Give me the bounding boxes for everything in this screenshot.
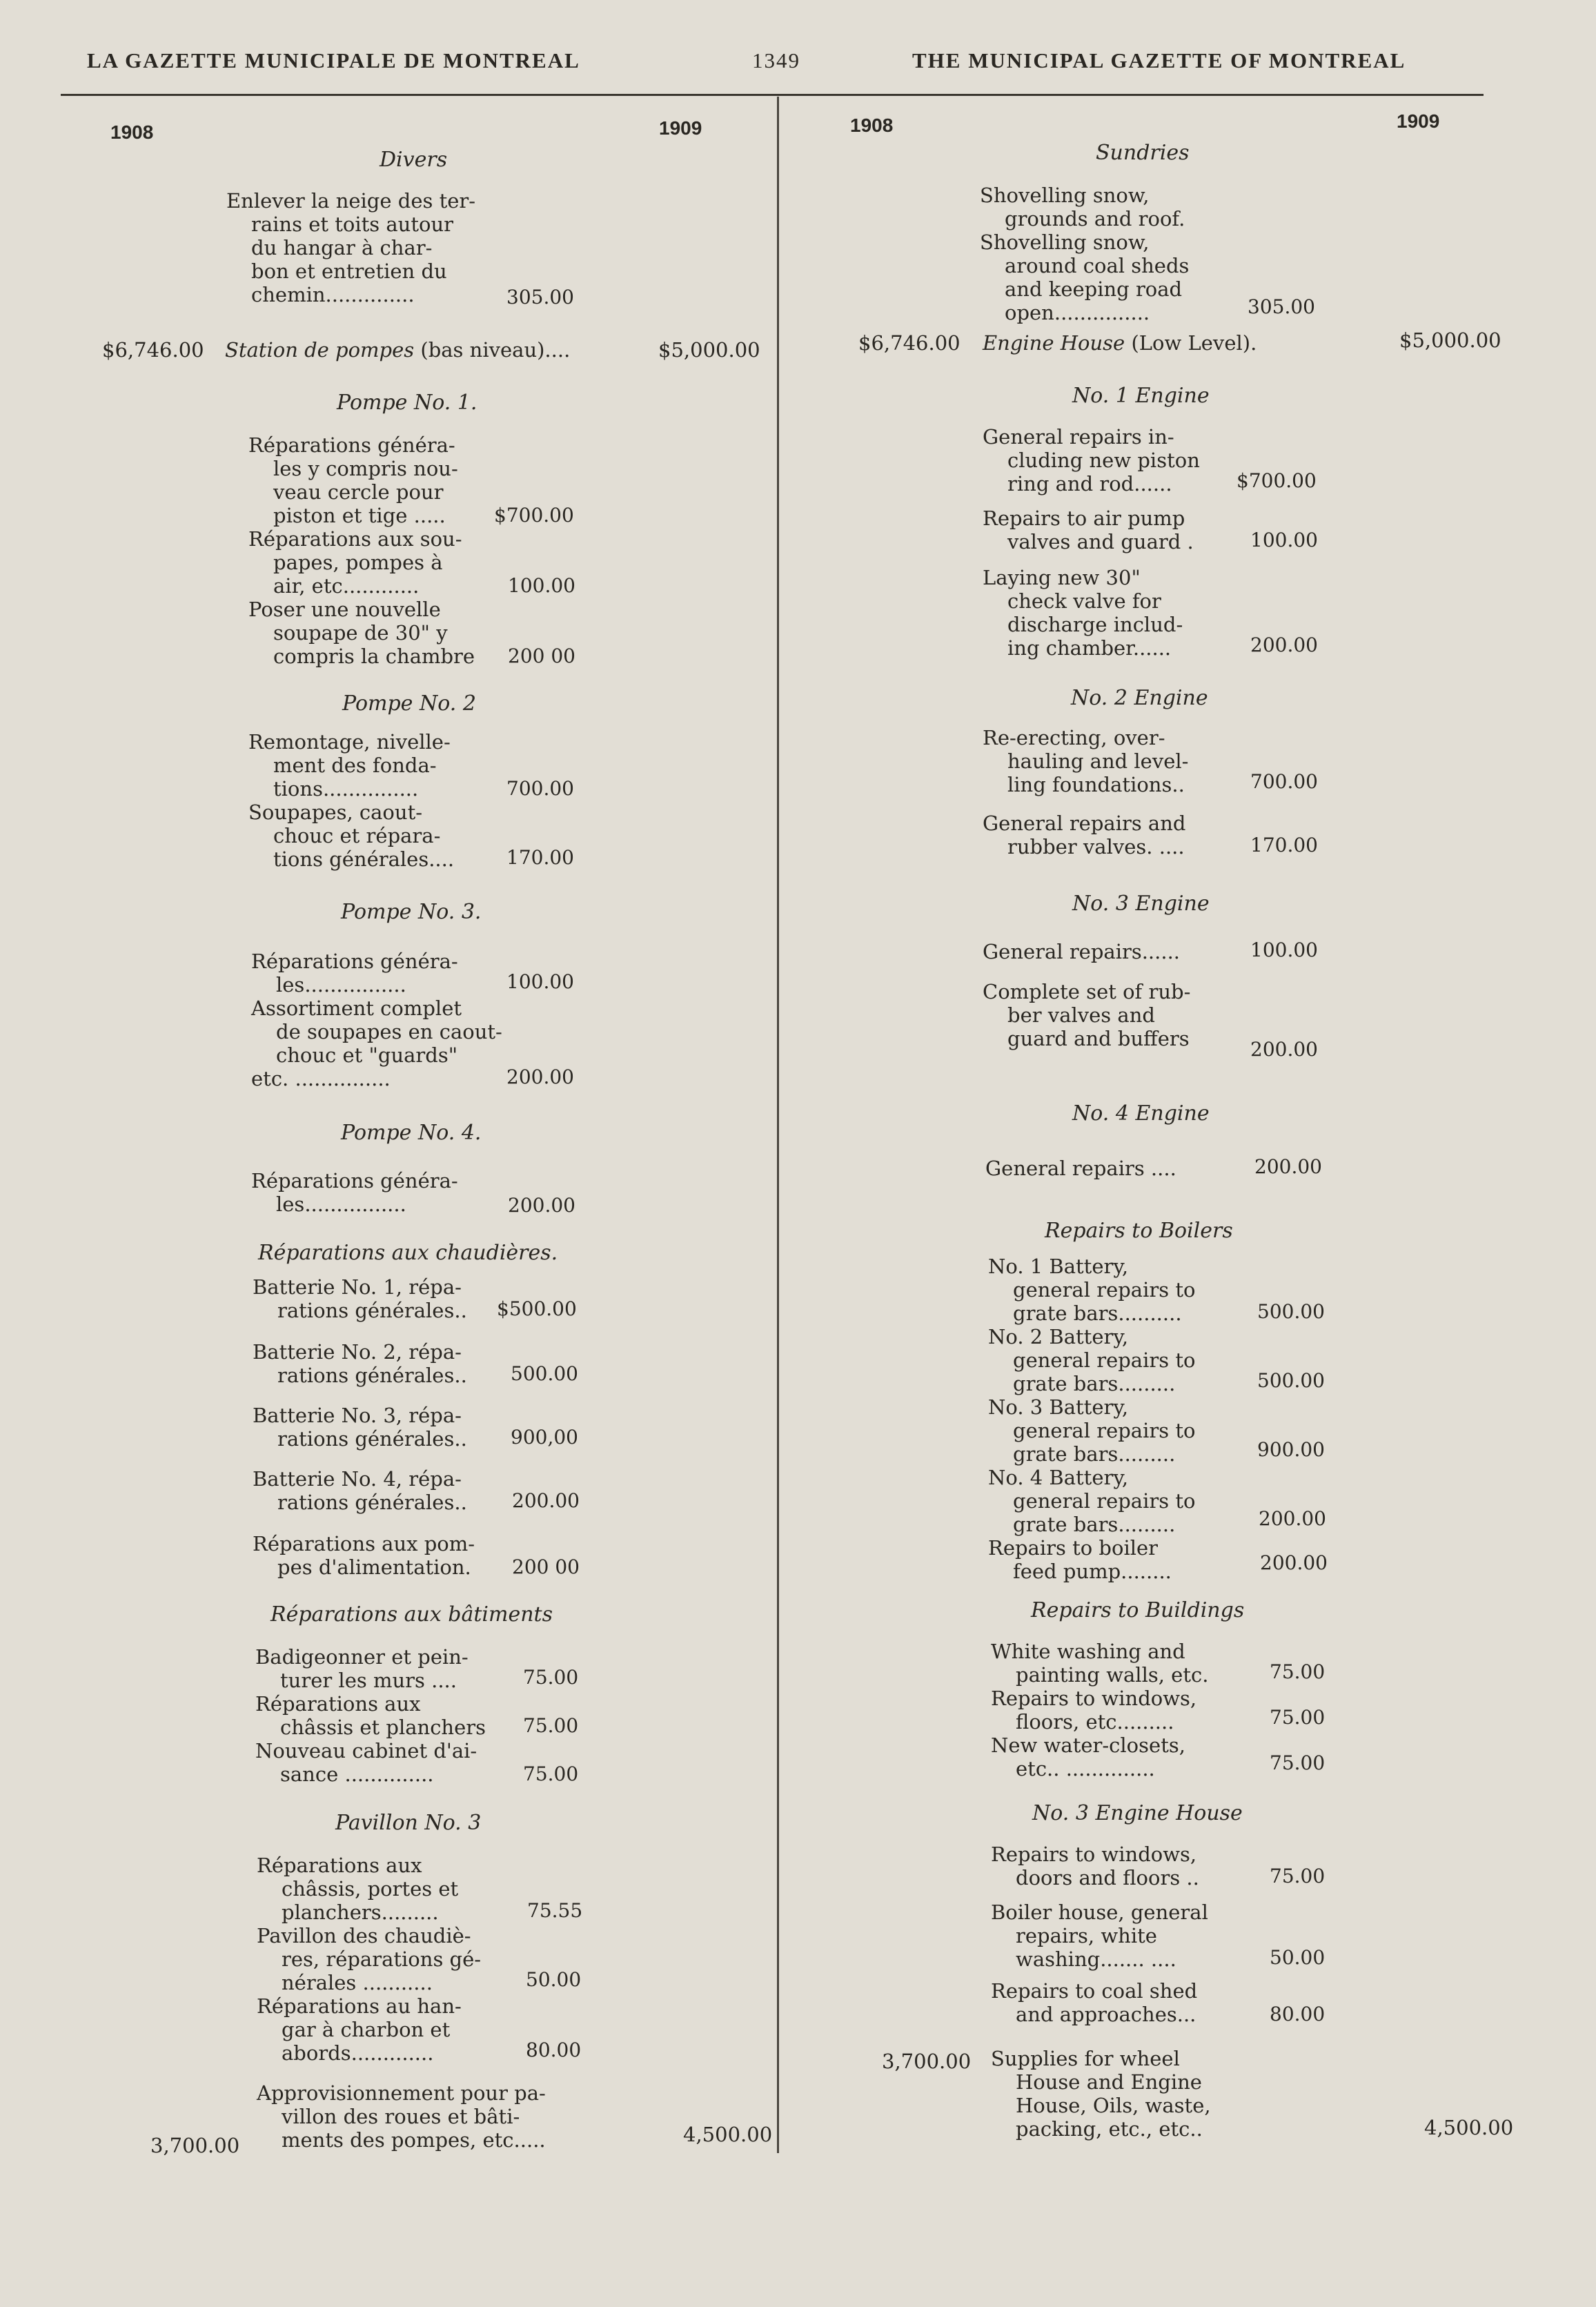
item-line: Repairs to windows, xyxy=(991,1843,1197,1866)
line-item xyxy=(253,1404,467,1451)
item-line: Batterie No. 4, répa- xyxy=(253,1467,462,1491)
item-line: House, Oils, waste, xyxy=(1016,2094,1211,2117)
item-line: and approaches... xyxy=(1016,2003,1196,2026)
item-line: Shovelling snow, xyxy=(980,184,1150,207)
item-line: abords............. xyxy=(282,2041,434,2065)
item-line: turer les murs .... xyxy=(280,1669,457,1692)
item-amount: $500.00 xyxy=(497,1297,577,1320)
item-line: Remontage, nivelle- xyxy=(248,730,451,754)
line-item xyxy=(253,1275,467,1322)
item-line: Repairs to windows, xyxy=(991,1687,1197,1710)
item-amount: 200 00 xyxy=(508,645,575,667)
line-item xyxy=(991,1901,1208,1971)
section-title: No. 2 Engine xyxy=(1071,686,1208,710)
line-item xyxy=(983,812,1185,858)
item-line: ing chamber...... xyxy=(1007,636,1172,660)
item-line: sance .............. xyxy=(280,1763,434,1786)
item-line: Enlever la neige des ter- xyxy=(226,189,476,213)
item-amount: 80.00 xyxy=(1270,2003,1326,2025)
item-line: planchers......... xyxy=(282,1901,439,1924)
item-amount: 75.00 xyxy=(1270,1865,1326,1887)
item-amount: 200.00 xyxy=(1259,1507,1326,1530)
header-left-title: LA GAZETTE MUNICIPALE DE MONTREAL xyxy=(87,48,580,72)
item-line: House and Engine xyxy=(1016,2070,1202,2094)
item-line: general repairs to xyxy=(1013,1419,1196,1442)
item-line: check valve for xyxy=(1007,589,1161,613)
item-line: soupape de 30" y xyxy=(273,621,448,645)
item-line: general repairs to xyxy=(1013,1278,1196,1302)
column-divider xyxy=(777,97,779,2153)
item-line: compris la chambre xyxy=(273,645,475,668)
line-item xyxy=(991,2047,1211,2141)
item-line: general repairs to xyxy=(1013,1489,1196,1513)
item-amount: 305.00 xyxy=(506,286,574,308)
section-title: Repairs to Boilers xyxy=(1045,1219,1233,1243)
item-line: Re-erecting, over- xyxy=(983,726,1165,749)
item-line: General repairs and xyxy=(983,812,1186,835)
year-1908-label: 1908 xyxy=(110,121,154,143)
item-line: nérales ........... xyxy=(282,1971,433,1994)
item-line: bon et entretien du xyxy=(251,259,447,283)
item-amount: $700.00 xyxy=(1237,469,1317,492)
line-item xyxy=(991,1843,1199,1889)
line-item xyxy=(983,507,1194,553)
line-item xyxy=(257,1854,481,2065)
line-item xyxy=(251,950,502,1090)
item-amount: 75.00 xyxy=(1270,1706,1326,1729)
year-1909-label: 1909 xyxy=(1397,110,1440,132)
item-line: grate bars......... xyxy=(1013,1372,1176,1395)
item-amount: 75.00 xyxy=(523,1666,579,1689)
item-amount: 50.00 xyxy=(1270,1946,1326,1969)
item-amount: 170.00 xyxy=(506,846,574,869)
item-line: air, etc............ xyxy=(273,574,420,598)
total-1909: 4,500.00 xyxy=(683,2123,773,2146)
line-item xyxy=(255,1645,486,1786)
item-line: papes, pompes à xyxy=(273,551,443,574)
line-item xyxy=(253,1467,467,1514)
item-amount: 75.00 xyxy=(1270,1660,1326,1683)
item-line: etc.. .............. xyxy=(1016,1757,1155,1780)
section-title: Repairs to Buildings xyxy=(1031,1598,1245,1622)
section-title: No. 1 Engine xyxy=(1072,384,1210,408)
item-line: de soupapes en caout- xyxy=(276,1020,502,1043)
total-1908: 3,700.00 xyxy=(882,2050,972,2073)
item-line: rubber valves. .... xyxy=(1007,835,1185,858)
item-line: No. 4 Battery, xyxy=(988,1466,1129,1489)
item-amount: 75.00 xyxy=(523,1763,579,1785)
item-amount: 170.00 xyxy=(1250,834,1318,856)
item-line: Réparations aux sou- xyxy=(248,527,462,551)
item-amount: 75.00 xyxy=(1270,1751,1326,1774)
item-line: floors, etc......... xyxy=(1016,1710,1174,1734)
item-amount: 100.00 xyxy=(1250,939,1318,961)
item-line: etc. ............... xyxy=(251,1067,391,1090)
year-1909-label: 1909 xyxy=(659,117,702,139)
item-amount: 200.00 xyxy=(1254,1155,1322,1178)
section-title: Divers xyxy=(380,148,448,172)
line-item xyxy=(257,2081,546,2152)
item-line: grate bars......... xyxy=(1013,1513,1176,1536)
line-item xyxy=(983,980,1190,1050)
item-line: General repairs...... xyxy=(983,940,1181,963)
item-amount: 200 00 xyxy=(512,1555,580,1578)
item-amount: 75.00 xyxy=(523,1714,579,1737)
section-title: Pompe No. 1. xyxy=(337,391,477,415)
item-line: open............... xyxy=(1005,301,1150,324)
item-line: Shovelling snow, xyxy=(980,230,1150,254)
item-amount: 200.00 xyxy=(506,1066,574,1088)
item-line: Réparations généra- xyxy=(248,433,455,457)
section-title: No. 4 Engine xyxy=(1072,1101,1210,1126)
line-item xyxy=(988,1255,1195,1583)
total-1909: $5,000.00 xyxy=(1399,328,1501,352)
item-line: chemin.............. xyxy=(251,283,415,306)
item-line: No. 3 Battery, xyxy=(988,1395,1129,1419)
item-line: grounds and roof. xyxy=(1005,207,1185,230)
item-line: Réparations aux xyxy=(255,1692,421,1716)
line-item xyxy=(248,730,454,871)
section-title: Pompe No. 3. xyxy=(341,900,482,924)
line-item xyxy=(251,1169,458,1216)
item-line: Complete set of rub- xyxy=(983,980,1191,1003)
item-line: les................ xyxy=(276,973,406,997)
item-amount: 100.00 xyxy=(1250,529,1318,551)
section-title: No. 3 Engine xyxy=(1072,892,1210,916)
item-amount: 100.00 xyxy=(508,574,575,597)
item-amount: 200.00 xyxy=(1250,634,1318,656)
item-line: Boiler house, general xyxy=(991,1901,1208,1924)
item-line: Laying new 30" xyxy=(983,566,1141,589)
item-line: Poser une nouvelle xyxy=(248,598,441,621)
item-line: pes d'alimentation. xyxy=(277,1555,471,1579)
item-line: doors and floors .. xyxy=(1016,1866,1199,1889)
line-item xyxy=(983,940,1180,963)
item-amount: 200.00 xyxy=(512,1489,580,1512)
item-line: No. 1 Battery, xyxy=(988,1255,1129,1278)
line-item xyxy=(226,189,475,306)
line-item xyxy=(253,1340,467,1387)
budget-heading xyxy=(983,331,1257,355)
item-line: packing, etc., etc.. xyxy=(1016,2117,1203,2141)
item-line: châssis, portes et xyxy=(282,1877,459,1901)
item-amount: 305.00 xyxy=(1248,295,1315,318)
item-line: Réparations généra- xyxy=(251,950,458,973)
total-1909: $5,000.00 xyxy=(658,338,760,362)
item-line: Réparations au han- xyxy=(257,1994,462,2018)
line-item xyxy=(983,566,1183,660)
item-line: châssis et planchers xyxy=(280,1716,486,1739)
item-amount: 700.00 xyxy=(506,777,574,800)
item-line: Batterie No. 3, répa- xyxy=(253,1404,462,1427)
line-item xyxy=(991,1979,1197,2026)
item-line: chouc et répara- xyxy=(273,824,441,847)
item-amount: 200.00 xyxy=(1260,1551,1328,1574)
item-line: White washing and xyxy=(991,1640,1185,1663)
item-line: tions générales.... xyxy=(273,847,455,871)
section-title: Réparations aux chaudières. xyxy=(258,1241,558,1265)
item-line: res, réparations gé- xyxy=(282,1947,482,1971)
item-line: discharge includ- xyxy=(1007,613,1183,636)
item-line: ment des fonda- xyxy=(273,754,437,777)
total-1908: $6,746.00 xyxy=(858,331,960,355)
section-title: Pompe No. 4. xyxy=(341,1121,482,1145)
item-line: ments des pompes, etc..... xyxy=(282,2128,546,2152)
item-line: rations générales.. xyxy=(277,1427,467,1451)
item-line: Repairs to boiler xyxy=(988,1536,1159,1560)
item-line: grate bars.......... xyxy=(1013,1302,1182,1325)
item-line: No. 2 Battery, xyxy=(988,1325,1129,1348)
item-line: grate bars......... xyxy=(1013,1442,1176,1466)
item-amount: 200.00 xyxy=(508,1194,575,1217)
item-line: ring and rod...... xyxy=(1007,472,1172,495)
item-line: general repairs to xyxy=(1013,1348,1196,1372)
line-item xyxy=(253,1532,475,1579)
item-line: Repairs to air pump xyxy=(983,507,1185,530)
item-amount: 500.00 xyxy=(511,1362,578,1385)
section-title: No. 3 Engine House xyxy=(1032,1801,1243,1825)
item-line: Réparations aux xyxy=(257,1854,422,1877)
item-line: Badigeonner et pein- xyxy=(255,1645,469,1669)
item-amount: 100.00 xyxy=(506,970,574,993)
item-line: Soupapes, caout- xyxy=(248,801,423,824)
item-line: rations générales.. xyxy=(277,1364,467,1387)
item-line: Batterie No. 2, répa- xyxy=(253,1340,462,1364)
item-line: and keeping road xyxy=(1005,277,1183,301)
item-line: du hangar à char- xyxy=(251,236,433,259)
item-line: Réparations généra- xyxy=(251,1169,458,1192)
heading-label-rest: (bas niveau).... xyxy=(420,338,571,362)
line-item xyxy=(983,726,1188,796)
item-amount: 200.00 xyxy=(1250,1038,1318,1061)
item-line: Batterie No. 1, répa- xyxy=(253,1275,462,1299)
line-item xyxy=(983,425,1200,495)
item-amount: 80.00 xyxy=(526,2039,582,2061)
item-line: valves and guard . xyxy=(1007,530,1194,553)
line-item xyxy=(980,184,1189,324)
item-line: rations générales.. xyxy=(277,1491,467,1514)
item-line: rains et toits autour xyxy=(251,213,454,236)
item-line: gar à charbon et xyxy=(282,2018,451,2041)
item-amount: 900.00 xyxy=(1257,1438,1325,1461)
budget-heading xyxy=(225,338,570,362)
item-line: washing....... .... xyxy=(1016,1947,1176,1971)
item-line: feed pump........ xyxy=(1013,1560,1172,1583)
item-amount: 75.55 xyxy=(527,1899,583,1922)
item-line: guard and buffers xyxy=(1007,1027,1190,1050)
item-line: Nouveau cabinet d'ai- xyxy=(255,1739,477,1763)
item-line: hauling and level- xyxy=(1007,749,1189,773)
section-title: Pompe No. 2 xyxy=(342,691,476,716)
item-amount: $700.00 xyxy=(494,504,574,527)
item-line: Supplies for wheel xyxy=(991,2047,1180,2070)
total-1908: 3,700.00 xyxy=(150,2134,240,2157)
item-line: cluding new piston xyxy=(1007,449,1200,472)
line-item xyxy=(248,433,475,668)
item-amount: 500.00 xyxy=(1257,1300,1325,1323)
item-line: les................ xyxy=(276,1192,406,1216)
item-line: ling foundations.. xyxy=(1007,773,1185,796)
item-line: tions............... xyxy=(273,777,419,801)
item-line: Approvisionnement pour pa- xyxy=(257,2081,546,2105)
item-amount: 700.00 xyxy=(1250,770,1318,793)
line-item xyxy=(991,1640,1208,1780)
section-title: Réparations aux bâtiments xyxy=(270,1602,553,1627)
item-line: painting walls, etc. xyxy=(1016,1663,1209,1687)
total-1908: $6,746.00 xyxy=(102,338,204,362)
item-line: piston et tige ..... xyxy=(273,504,446,527)
total-1909: 4,500.00 xyxy=(1424,2116,1514,2139)
item-line: chouc et "guards" xyxy=(276,1043,458,1067)
item-line: repairs, white xyxy=(1016,1924,1157,1947)
item-line: General repairs in- xyxy=(983,425,1174,449)
item-line: Assortiment complet xyxy=(251,997,462,1020)
heading-label-rest: (Low Level). xyxy=(1131,331,1257,355)
item-amount: 500.00 xyxy=(1257,1369,1325,1392)
item-amount: 50.00 xyxy=(526,1968,582,1991)
item-amount: 900,00 xyxy=(511,1426,578,1449)
heading-label: Station de pompes xyxy=(225,338,415,362)
page-number: 1349 xyxy=(752,48,800,72)
item-line: around coal sheds xyxy=(1005,254,1190,277)
header-rule xyxy=(61,94,1484,96)
item-line: villon des roues et bâti- xyxy=(282,2105,520,2128)
item-line: les y compris nou- xyxy=(273,457,458,480)
item-line: Réparations aux pom- xyxy=(253,1532,475,1555)
item-line: ber valves and xyxy=(1007,1003,1155,1027)
year-1908-label: 1908 xyxy=(850,115,894,136)
heading-label: Engine House xyxy=(983,331,1125,355)
item-line: General repairs .... xyxy=(985,1157,1176,1180)
line-item xyxy=(985,1157,1176,1180)
section-title: Sundries xyxy=(1096,141,1190,165)
item-line: rations générales.. xyxy=(277,1299,467,1322)
section-title: Pavillon No. 3 xyxy=(335,1811,482,1835)
item-line: New water-closets, xyxy=(991,1734,1185,1757)
item-line: veau cercle pour xyxy=(273,480,444,504)
item-line: Repairs to coal shed xyxy=(991,1979,1198,2003)
item-line: Pavillon des chaudiè- xyxy=(257,1924,471,1947)
header-right-title: THE MUNICIPAL GAZETTE OF MONTREAL xyxy=(912,48,1406,72)
